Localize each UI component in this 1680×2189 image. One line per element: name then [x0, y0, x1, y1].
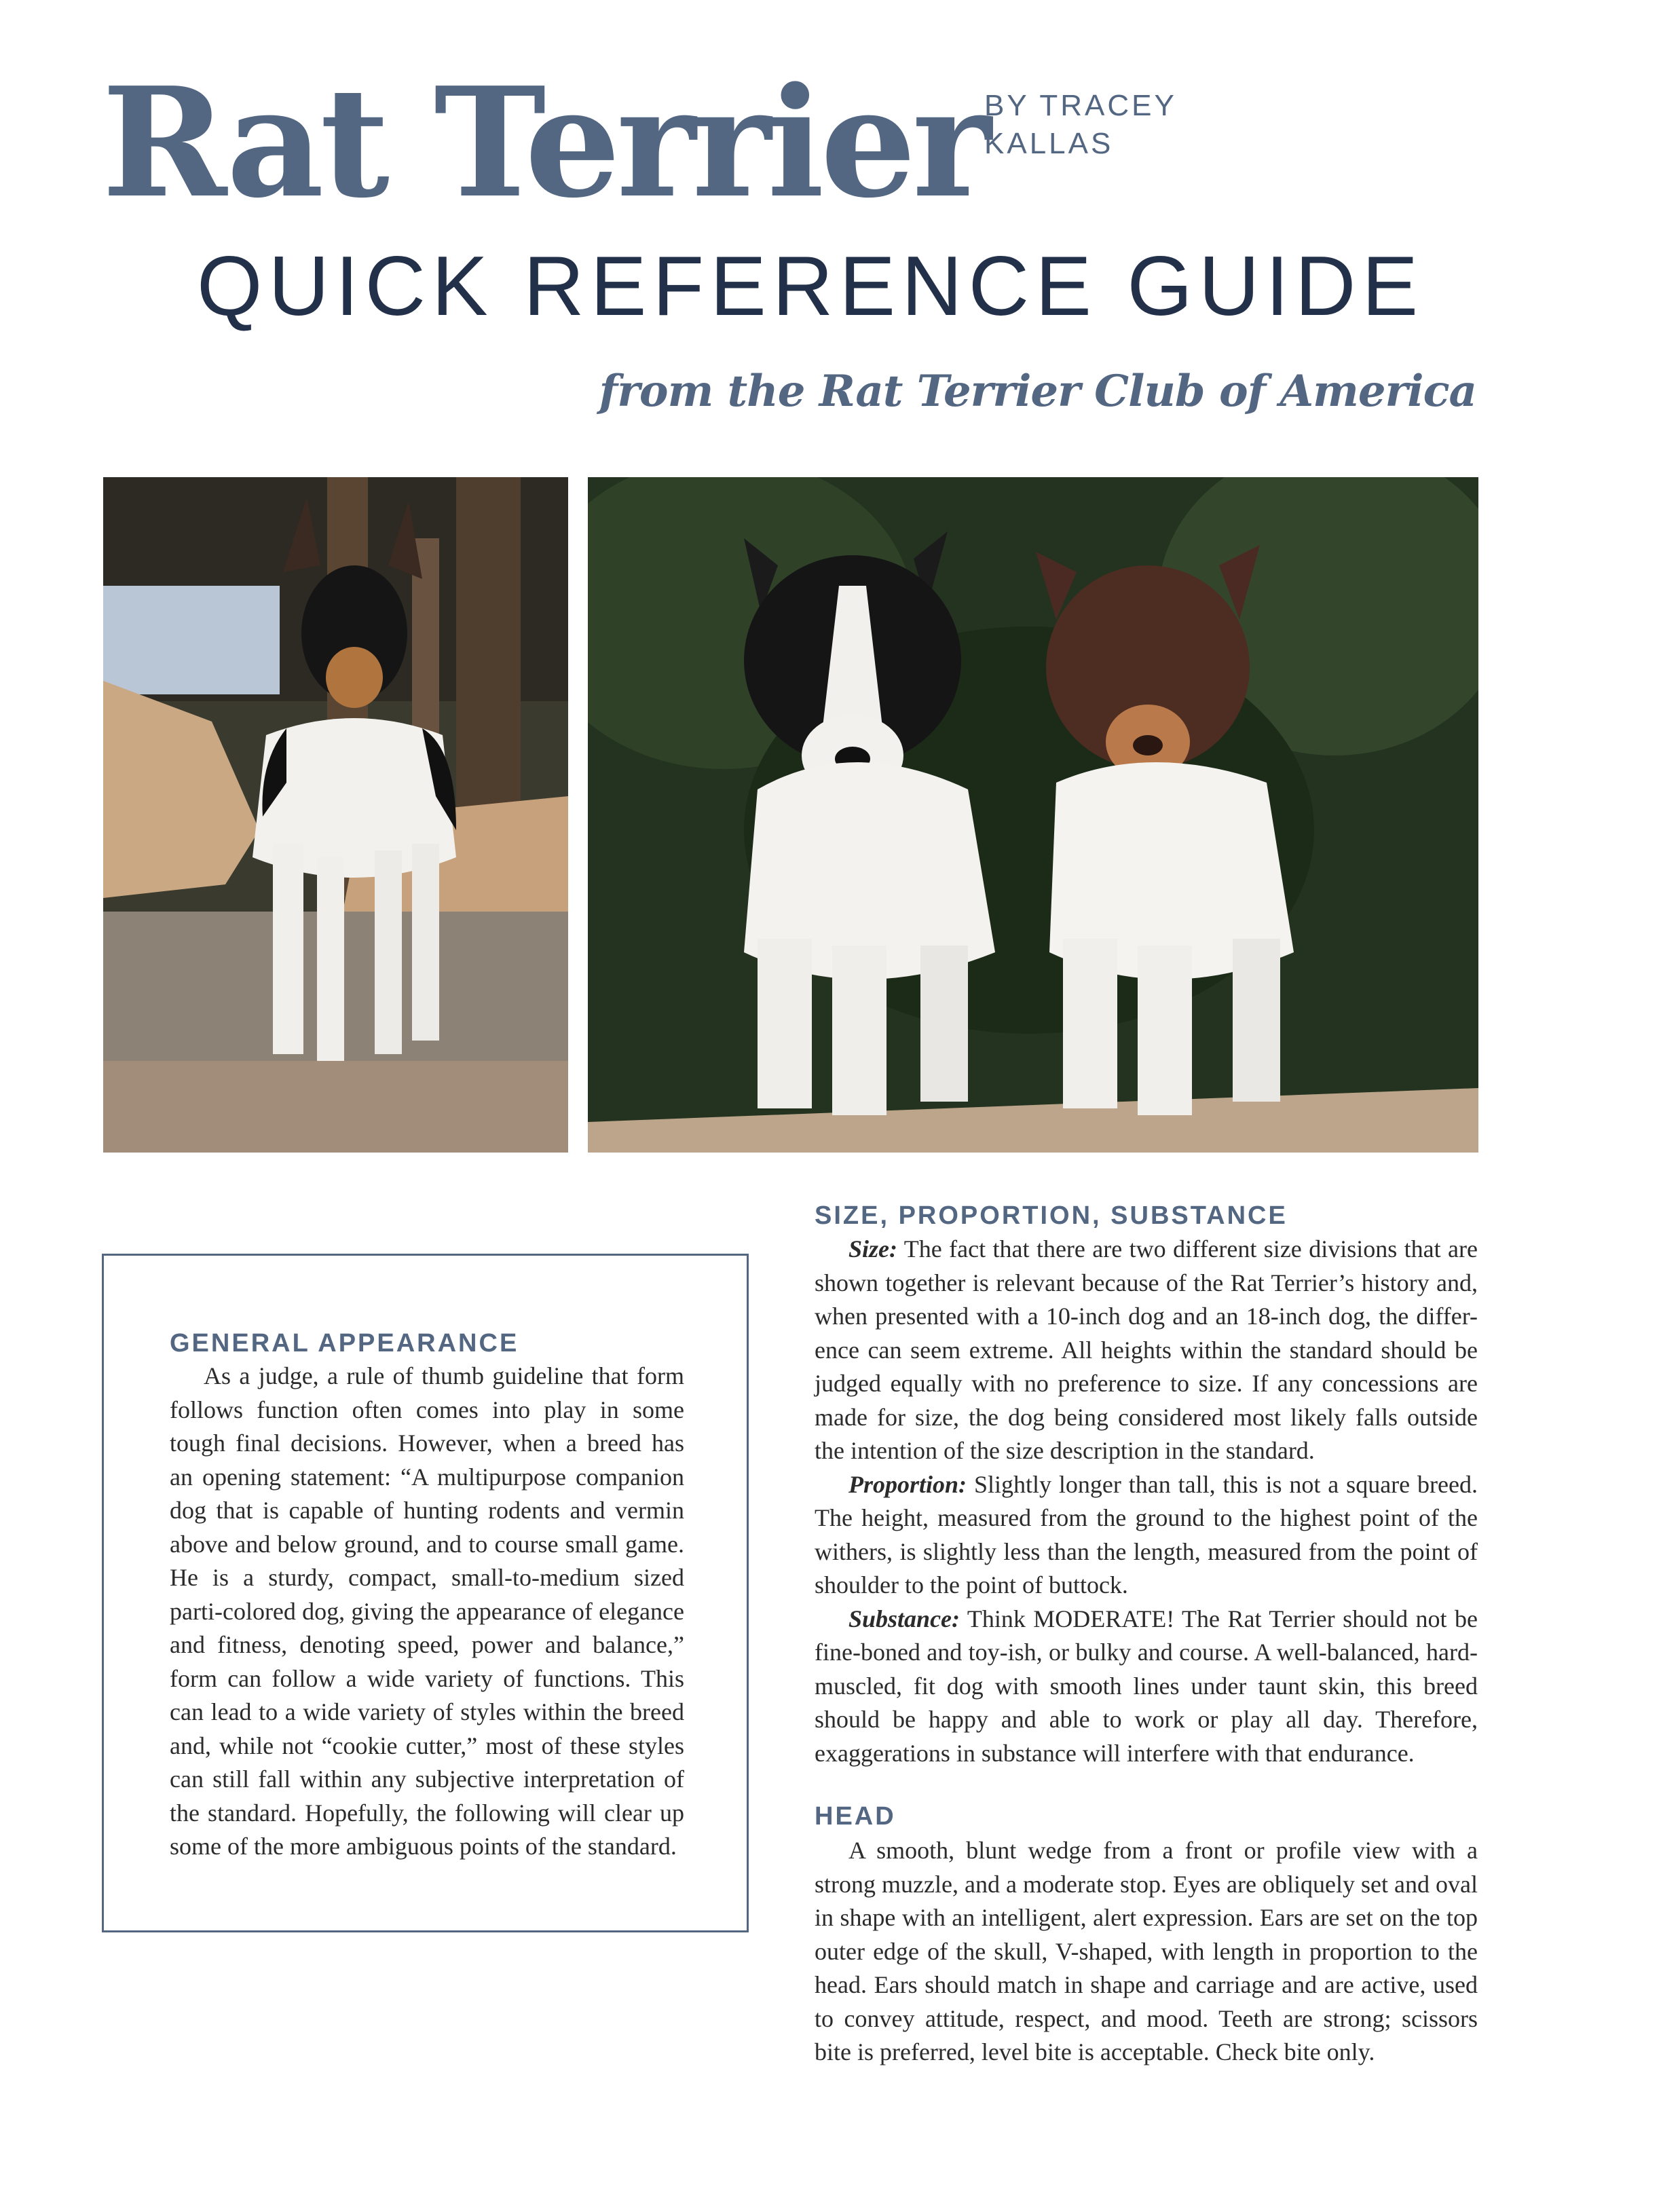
size-label: Size:: [848, 1235, 897, 1262]
byline-line-2: KALLAS: [984, 127, 1114, 160]
puppies-illustration: [588, 477, 1478, 1153]
byline-line-1: BY TRACEY: [984, 89, 1177, 122]
general-appearance-text: As a judge, a rule of thumb guideline that form follows function often comes into play in some tough final decisions. However, when a breed has an opening statement: “A multipurpose companion dog that is capable of hunting rodents and vermin above and below ground, and to course small game. He is a sturdy, compact, small-to-medium sized parti-colored dog, giving the appearance of elegance and fitness, denoting speed, power and balance,” form can follow a wide variety of functions. This can lead to a wide variety of styles within the breed and, while not “cookie cutter,” most of these styles can still fall within any subjective interpretation of the standard. Hopefully, the following will clear up some of the more ambiguous points of the standard.: [170, 1362, 684, 1860]
size-proportion-substance-body: [815, 1233, 1478, 1770]
proportion-label: Proportion:: [848, 1470, 967, 1498]
general-appearance-heading: GENERAL APPEARANCE: [170, 1329, 519, 1358]
head-text: A smooth, blunt wedge from a front or profile view with a strong muzzle, and a moderate stop. Eyes are obliquely set and oval in shape with an intelligent, alert expression. Ears are set on the top outer edge of the skull, V-shaped, with length in proportion to the head. Ears should match in shape and carriage and are active, used to convey attitude, respect, and mood. Teeth are strong; scissors bite is preferred, level bite is acceptable. Check bite only.: [815, 1837, 1478, 2065]
terrier-on-rocks-illustration: [103, 477, 568, 1153]
photo-two-puppies: [588, 477, 1478, 1153]
substance-label: Substance:: [848, 1605, 960, 1632]
size-paragraph: [815, 1233, 1478, 1468]
head-heading: HEAD: [815, 1802, 896, 1831]
proportion-text: Slightly longer than tall, this is not a square breed. The height, measured from the ground to the highest point of the withers, is slightly less than the length, measured from the point of shoulder to the point of buttock.: [815, 1470, 1478, 1598]
author-byline: [984, 87, 1324, 163]
article-title: Rat Terrier: [102, 55, 988, 231]
size-proportion-substance-heading: SIZE, PROPORTION, SUBSTANCE: [815, 1201, 1288, 1230]
proportion-paragraph: [815, 1468, 1478, 1603]
article-tagline: from the Rat Terrier Club of America: [599, 366, 1476, 417]
photo-single-terrier: [103, 477, 568, 1153]
substance-paragraph: [815, 1603, 1478, 1771]
article-subtitle: QUICK REFERENCE GUIDE: [197, 240, 1425, 333]
substance-text: Think MODERATE! The Rat Terrier should not be fine-boned and toy-ish, or bulky and course. A well-balanced, hard-muscled, fit dog with smooth lines under taunt skin, this breed should be happy and able to work or play all day. Therefore, exaggerations in substance will interfere with that endurance.: [815, 1605, 1478, 1767]
size-text: The fact that there are two different size divisions that are shown together is relevant because of the Rat Terrier’s history and, when presented with a 10-inch dog and an 18-inch dog, the differ-ence can seem extreme. All heights within the standard should be judged equally with no preference to size. If any concessions are made for size, the dog being considered most likely falls outside the intention of the size description in the standard.: [815, 1235, 1478, 1464]
